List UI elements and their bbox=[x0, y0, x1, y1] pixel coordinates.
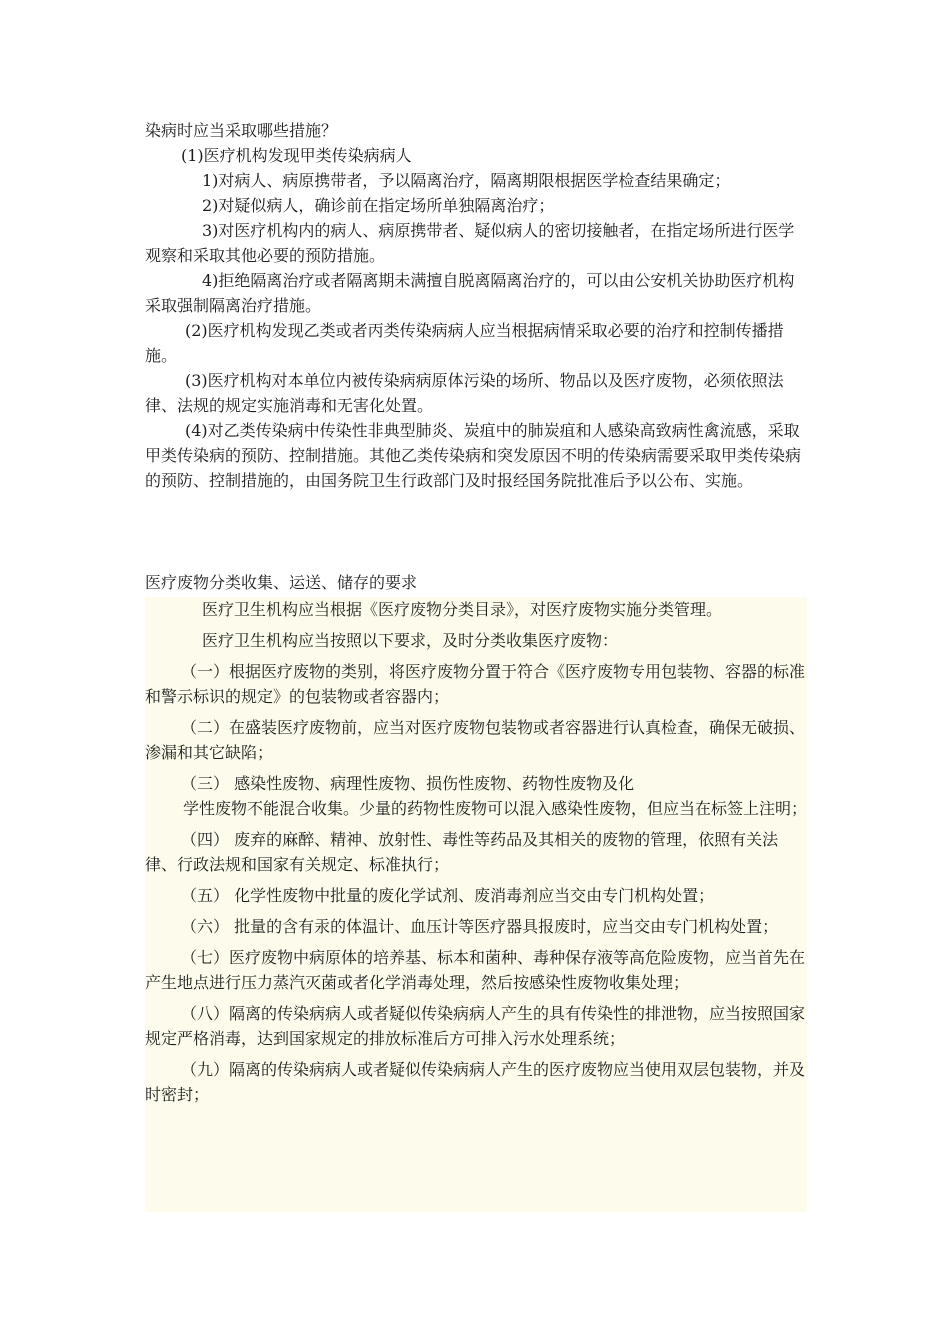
sub-item-3: 3)对医疗机构内的病人、病原携带者、疑似病人的密切接触者，在指定场所进行医学观察和采取其他必要的预防措施。 bbox=[145, 221, 795, 265]
item-1-title: (1)医疗机构发现甲类传染病病人 bbox=[181, 146, 412, 165]
medical-waste-requirements-section bbox=[145, 597, 807, 1212]
sub-item-4: 4)拒绝隔离治疗或者隔离期未满擅自脱离隔离治疗的，可以由公安机关协助医疗机构采取强制隔离治疗措施。 bbox=[145, 271, 795, 315]
requirement-3-line-1: （三） 感染性废物、病理性废物、损伤性废物、药物性废物及化 bbox=[181, 774, 635, 793]
requirement-1: （一）根据医疗废物的类别，将医疗废物分置于符合《医疗废物专用包装物、容器的标准和警示标识的规定》的包装物或者容器内； bbox=[145, 662, 806, 706]
sub-item-1: 1)对病人、病原携带者，予以隔离治疗，隔离期限根据医学检查结果确定； bbox=[202, 171, 731, 190]
item-3: (3)医疗机构对本单位内被传染病病原体污染的场所、物品以及医疗废物，必须依照法律、法规的规定实施消毒和无害化处置。 bbox=[145, 371, 784, 415]
paragraph-2: 医疗卫生机构应当按照以下要求，及时分类收集医疗废物： bbox=[202, 631, 619, 650]
requirement-8: （八）隔离的传染病病人或者疑似传染病病人产生的具有传染性的排泄物，应当按照国家规定严格消毒，达到国家规定的排放标准后方可排入污水处理系统； bbox=[145, 1004, 806, 1048]
requirement-4: （四） 废弃的麻醉、精神、放射性、毒性等药品及其相关的废物的管理，依照有关法律、行政法规和国家有关规定、标准执行； bbox=[145, 830, 779, 874]
requirement-7: （七）医疗废物中病原体的培养基、标本和菌种、毒种保存液等高危险废物，应当首先在产生地点进行压力蒸汽灭菌或者化学消毒处理，然后按感染性废物收集处理； bbox=[145, 948, 806, 992]
requirement-3-line-2: 学性废物不能混合收集。少量的药物性废物可以混入感染性废物，但应当在标签上注明； bbox=[183, 799, 808, 818]
sub-item-2: 2)对疑似病人，确诊前在指定场所单独隔离治疗； bbox=[202, 196, 555, 215]
requirement-5: （五） 化学性废物中批量的废化学试剂、废消毒剂应当交由专门机构处置； bbox=[181, 886, 715, 905]
infectious-disease-measures-section bbox=[145, 118, 810, 493]
requirement-6: （六） 批量的含有汞的体温计、血压计等医疗器具报废时，应当交由专门机构处置； bbox=[181, 917, 779, 936]
intro-text: 染病时应当采取哪些措施？ bbox=[145, 121, 338, 140]
paragraph-1: 医疗卫生机构应当根据《医疗废物分类目录》，对医疗废物实施分类管理。 bbox=[202, 600, 723, 619]
item-4: (4)对乙类传染病中传染性非典型肺炎、炭疽中的肺炭疽和人感染高致病性禽流感，采取甲类传染病的预防、控制措施。其他乙类传染病和突发原因不明的传染病需要采取甲类传染病的预防、控制措施的，由国务院卫生行政部门及时报经国务院批准后予以公布、实施。 bbox=[145, 421, 802, 490]
requirement-2: （二）在盛装医疗废物前，应当对医疗废物包装物或者容器进行认真检查，确保无破损、渗漏和其它缺陷； bbox=[145, 718, 806, 762]
requirement-9: （九）隔离的传染病病人或者疑似传染病病人产生的医疗废物应当使用双层包装物，并及时密封； bbox=[145, 1060, 806, 1104]
section-heading: 医疗废物分类收集、运送、储存的要求 bbox=[145, 573, 418, 592]
item-2: (2)医疗机构发现乙类或者丙类传染病病人应当根据病情采取必要的治疗和控制传播措施。 bbox=[145, 321, 784, 365]
